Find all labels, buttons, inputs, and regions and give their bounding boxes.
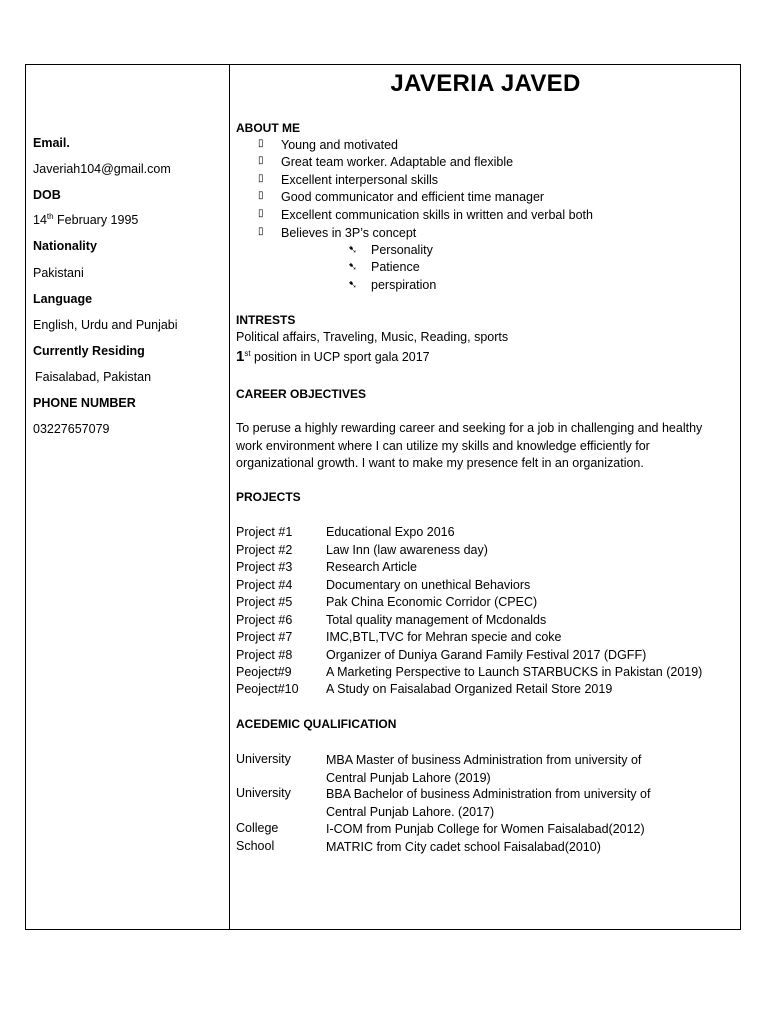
residing-value: Faisalabad, Pakistan: [35, 370, 152, 384]
interests-heading: INTRESTS: [236, 313, 296, 327]
education-row: College I-COM from Punjab College for Women Faisalabad(2012): [236, 821, 645, 836]
project-row: Project #5 Pak China Economic Corridor (CPEC): [236, 595, 538, 609]
arrow-bullet-icon: ➷: [348, 279, 358, 291]
bullet-icon: ▯: [258, 173, 264, 184]
project-row: Project #7 IMC,BTL,TVC for Mehran specie and coke: [236, 630, 562, 644]
about-heading: ABOUT ME: [236, 121, 300, 135]
achievement-line: 1st position in UCP sport gala 2017: [236, 348, 430, 365]
project-row: Project #2 Law Inn (law awareness day): [236, 543, 488, 557]
dob-value: 14th February 1995: [33, 211, 139, 227]
bullet-icon: ▯: [258, 138, 264, 149]
nationality-label: Nationality: [33, 239, 97, 253]
education-row: University MBA Master of business Administration from university of Central Punjab Lahore (2019): [236, 752, 642, 785]
bullet-icon: ▯: [258, 155, 264, 166]
education-row: University BBA Bachelor of business Administration from university of Central Punjab Lahore. (2017): [236, 786, 651, 819]
nationality-value: Pakistani: [33, 266, 84, 280]
bullet-icon: ▯: [258, 208, 264, 219]
email-label: Email.: [33, 136, 70, 150]
project-row: Peoject#10 A Study on Faisalabad Organized Retail Store 2019: [236, 682, 613, 696]
residing-label: Currently Residing: [33, 344, 145, 358]
phone-value: 03227657079: [33, 422, 110, 436]
interests-text: Political affairs, Traveling, Music, Reading, sports: [236, 330, 509, 344]
language-label: Language: [33, 292, 93, 306]
projects-heading: PROJECTS: [236, 490, 301, 504]
dob-label: DOB: [33, 188, 61, 202]
email-value: Javeriah104@gmail.com: [33, 162, 171, 176]
arrow-bullet-icon: ➷: [348, 244, 358, 256]
education-row: School MATRIC from City cadet school Faisalabad(2010): [236, 839, 601, 854]
bullet-icon: ▯: [258, 190, 264, 201]
project-row: Project #8 Organizer of Duniya Garand Family Festival 2017 (DGFF): [236, 648, 647, 662]
career-text: To peruse a highly rewarding career and seeking for a job in challenging and healthy work environment where I can utilize my skills and knowledge efficiently for organizational growth. I want to make my presence felt in an organization.: [236, 421, 703, 471]
project-row: Project #4 Documentary on unethical Behaviors: [236, 578, 531, 592]
career-heading: CAREER OBJECTIVES: [236, 387, 367, 401]
education-heading: ACEDEMIC QUALIFICATION: [236, 717, 397, 731]
phone-label: PHONE NUMBER: [33, 396, 136, 410]
project-row: Project #3 Research Article: [236, 560, 418, 574]
bullet-icon: ▯: [258, 226, 264, 237]
project-row: Project #1 Educational Expo 2016: [236, 525, 455, 539]
column-divider: [229, 64, 230, 930]
language-value: English, Urdu and Punjabi: [33, 318, 178, 332]
project-row: Peoject#9 A Marketing Perspective to Launch STARBUCKS in Pakistan (2019): [236, 665, 703, 679]
candidate-name: JAVERIA JAVED: [390, 70, 581, 97]
project-row: Project #6 Total quality management of Mcdonalds: [236, 613, 547, 627]
arrow-bullet-icon: ➷: [348, 261, 358, 273]
